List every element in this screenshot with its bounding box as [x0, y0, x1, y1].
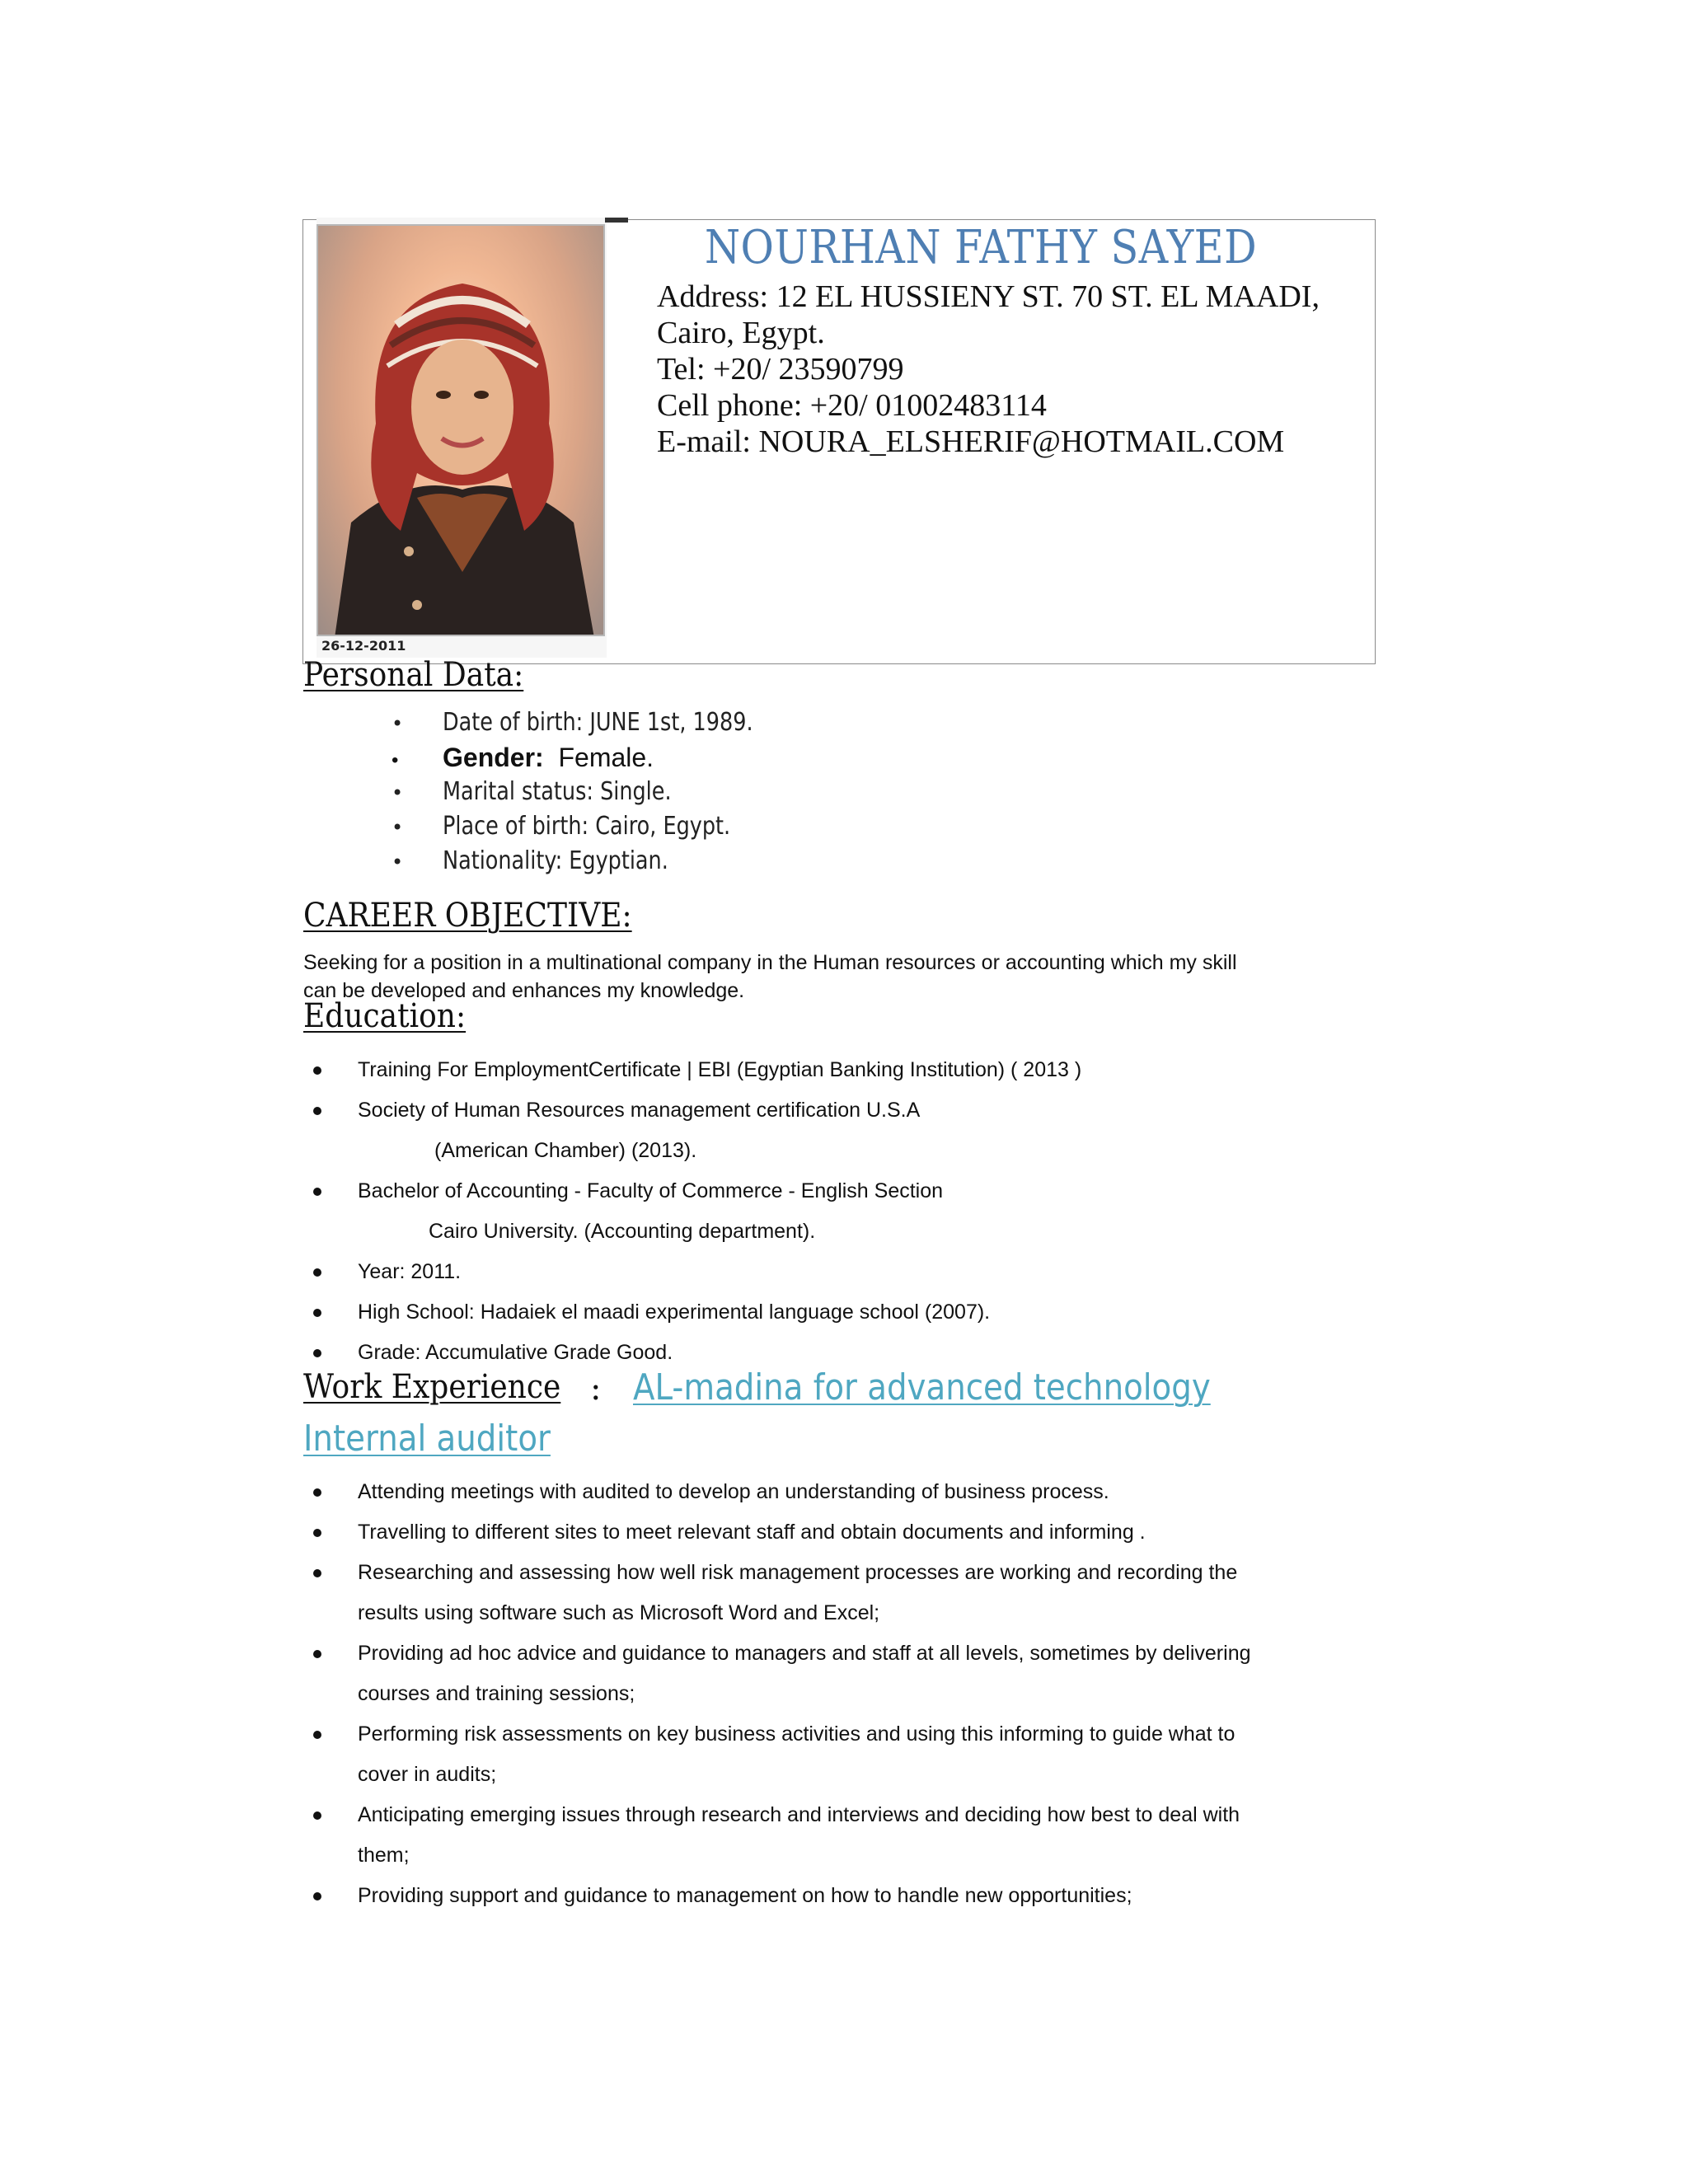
profile-photo-frame: [316, 218, 607, 658]
photo-date-stamp: 26-12-2011: [321, 638, 406, 654]
list-item: • Place of birth: Cairo, Egypt.: [392, 809, 808, 844]
list-item: • Gender: Female.: [392, 743, 654, 772]
gender-label: Gender:: [443, 743, 544, 772]
list-item: Providing support and guidance to management on how to handle new opportunities;: [313, 1876, 1251, 1916]
personal-data-list: [392, 705, 808, 879]
job-title: Internal auditor: [303, 1418, 551, 1460]
list-item: Providing ad hoc advice and guidance to managers and staff at all levels, sometimes by delivering courses and training sessions;: [313, 1633, 1251, 1714]
personal-data-heading: Personal Data:: [303, 656, 524, 694]
date-of-birth: Date of birth: JUNE 1st, 1989.: [443, 708, 753, 737]
profile-photo: [316, 224, 605, 636]
list-item: Society of Human Resources management certification U.S.A (American Chamber) (2013).: [313, 1090, 1081, 1171]
contact-block: [657, 279, 1366, 460]
career-objective-text: Seeking for a position in a multinational company in the Human resources or accounting which my skill can be developed and enhances my knowledge.: [303, 951, 1237, 1002]
list-item: Anticipating emerging issues through research and interviews and deciding how best to deal with them;: [313, 1795, 1251, 1876]
work-experience-heading: Work Experience: [303, 1368, 561, 1406]
company-name: AL-madina for advanced technology: [633, 1366, 1211, 1408]
list-item: Bachelor of Accounting - Faculty of Commerce - English Section Cairo University. (Accounting department).: [313, 1171, 1081, 1252]
candidate-name: NOURHAN FATHY SAYED: [704, 221, 1258, 274]
list-item: Training For EmploymentCertificate | EBI (Egyptian Banking Institution) ( 2013 ): [313, 1050, 1081, 1090]
place-of-birth: Place of birth: Cairo, Egypt.: [443, 812, 731, 841]
list-item: Year: 2011.: [313, 1252, 1081, 1292]
list-item: • Marital status: Single.: [392, 775, 808, 809]
work-heading-colon: :: [590, 1370, 602, 1408]
nationality: Nationality: Egyptian.: [443, 846, 668, 875]
career-objective-heading: CAREER OBJECTIVE:: [303, 897, 632, 935]
list-item: Grade: Accumulative Grade Good.: [313, 1333, 1081, 1373]
education-heading: Education:: [303, 997, 467, 1035]
address-line-2: Cairo, Egypt.: [657, 316, 825, 350]
work-duties-list: [313, 1472, 1251, 1916]
telephone: Tel: +20/ 23590799: [657, 352, 904, 387]
list-item: • Date of birth: JUNE 1st, 1989.: [392, 705, 808, 740]
list-item: • Nationality: Egyptian.: [392, 844, 808, 879]
list-item: Performing risk assessments on key business activities and using this informing to guide what to cover in audits;: [313, 1714, 1251, 1795]
portrait-illustration: [318, 226, 605, 636]
list-item: Attending meetings with audited to develop an understanding of business process.: [313, 1472, 1251, 1512]
list-item: Researching and assessing how well risk management processes are working and recording the results using software such as Microsoft Word and Excel;: [313, 1553, 1251, 1633]
photo-corner-mark: [605, 218, 628, 223]
cell-phone: Cell phone: +20/ 01002483114: [657, 388, 1047, 423]
list-item: High School: Hadaiek el maadi experimental language school (2007).: [313, 1292, 1081, 1333]
gender-value: Female.: [558, 743, 654, 772]
education-list: [313, 1050, 1081, 1373]
address-line-1: Address: 12 EL HUSSIENY ST. 70 ST. EL MAADI,: [657, 279, 1320, 314]
marital-status: Marital status: Single.: [443, 777, 672, 806]
list-item: Travelling to different sites to meet relevant staff and obtain documents and informing .: [313, 1512, 1251, 1553]
email: E-mail: NOURA_ELSHERIF@HOTMAIL.COM: [657, 424, 1285, 459]
